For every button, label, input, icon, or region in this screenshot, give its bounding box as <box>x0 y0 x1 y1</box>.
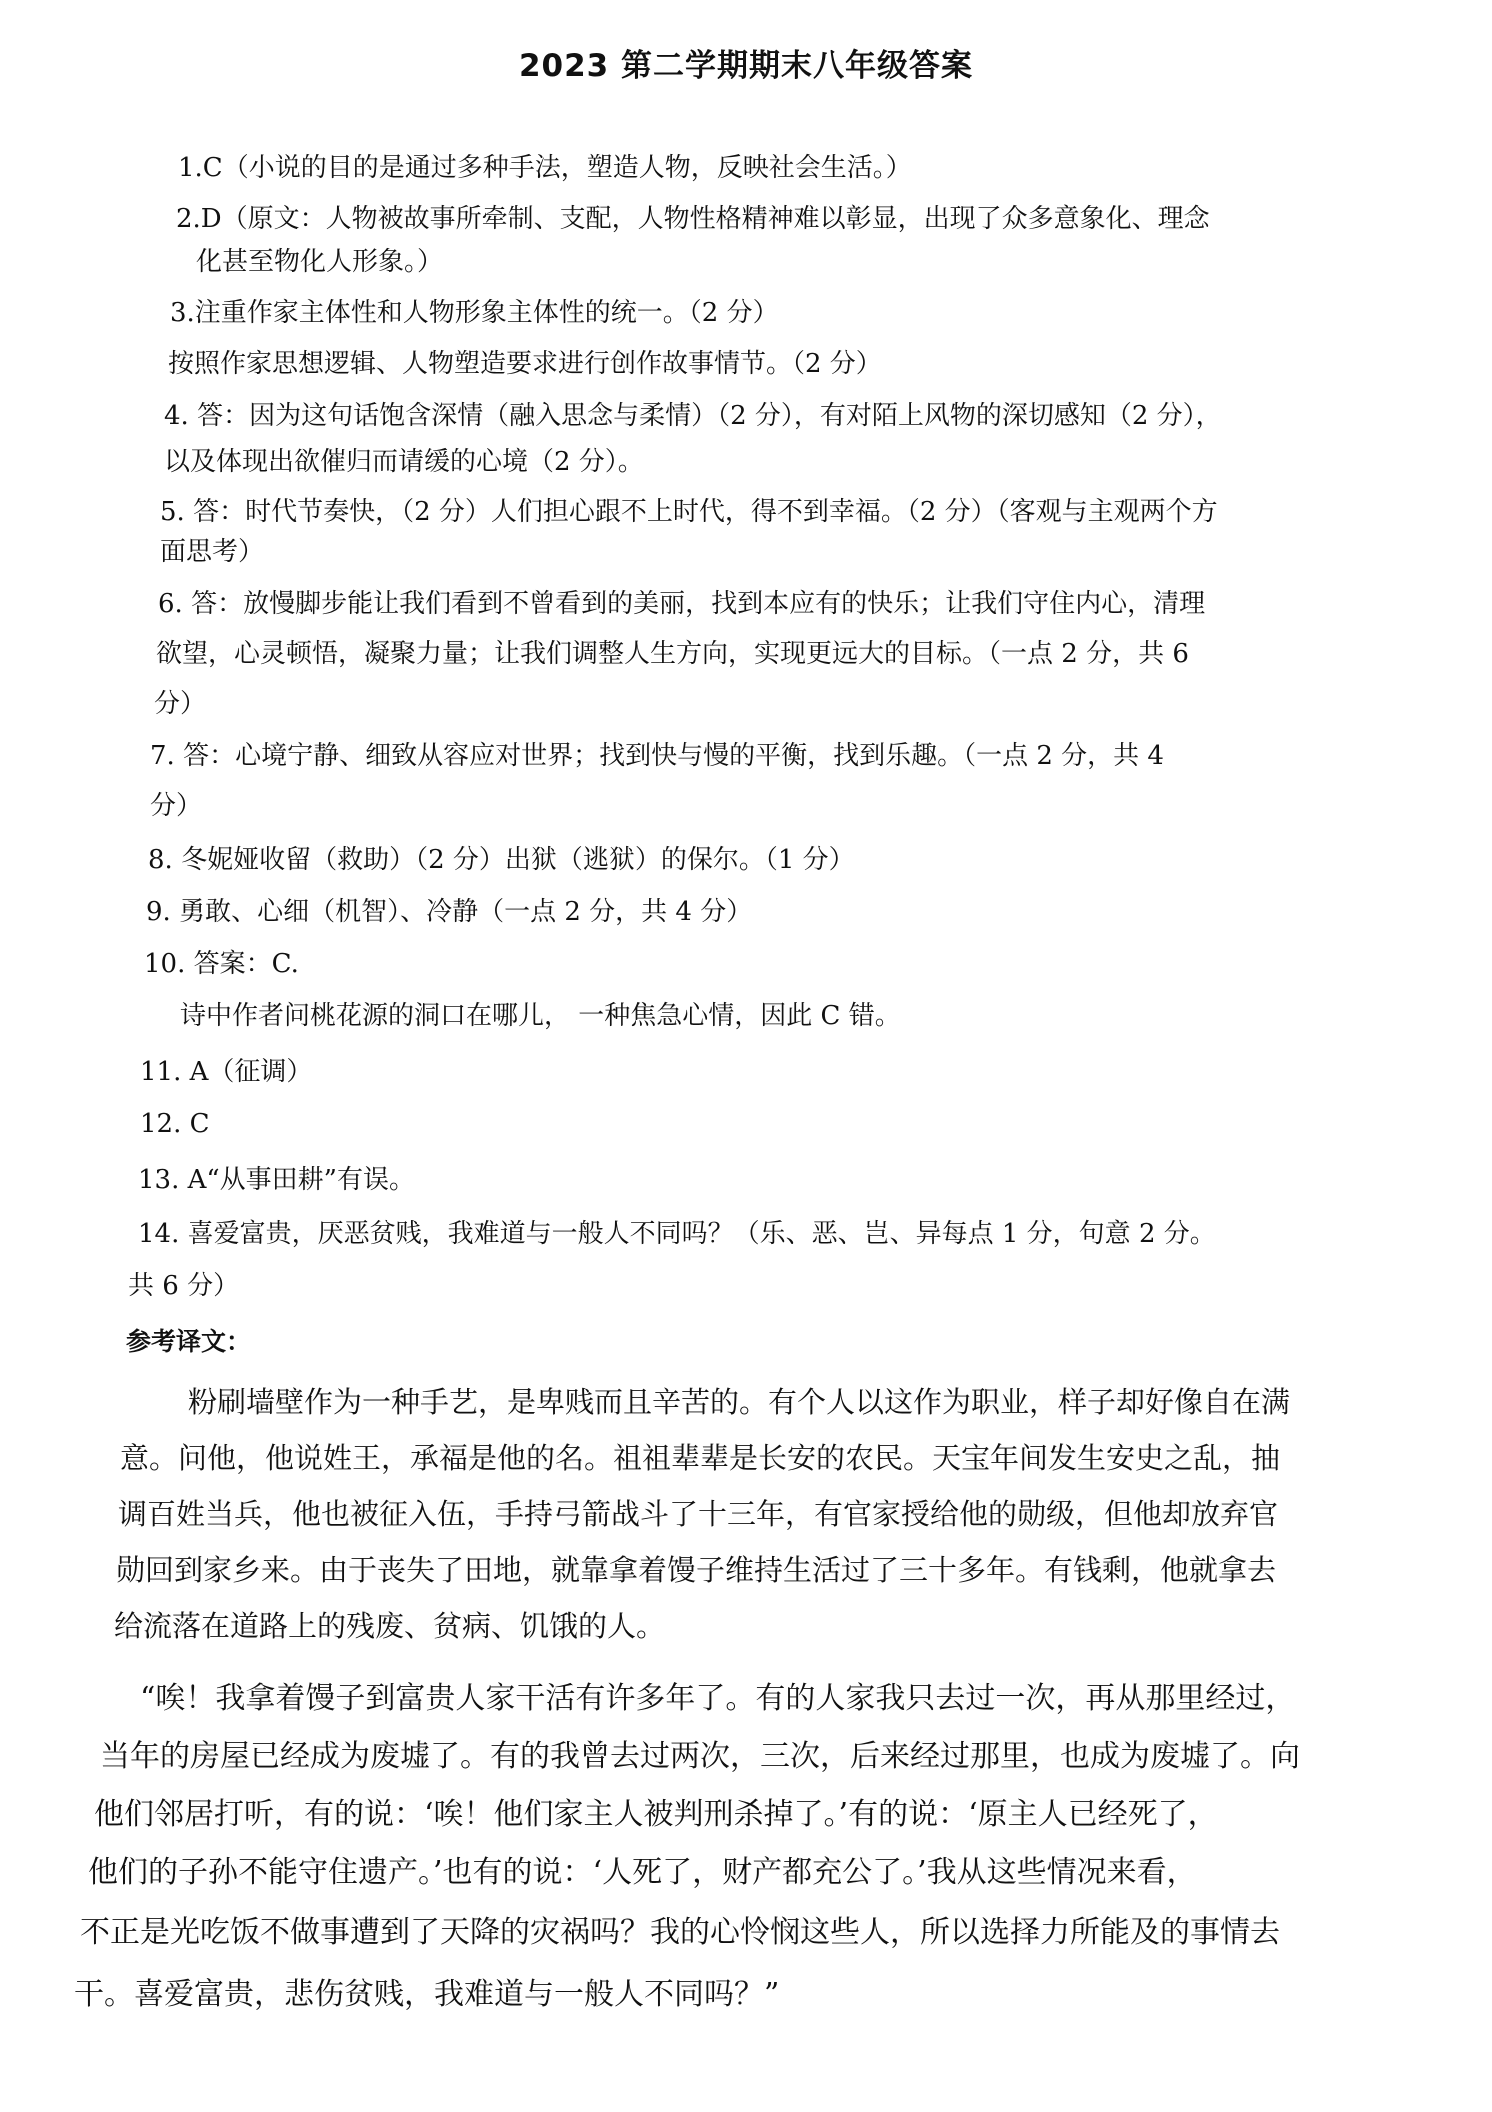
answer-line: 分） <box>150 791 203 821</box>
translation-line: 意。问他，他说姓王，承福是他的名。祖祖辈辈是长安的农民。天宝年间发生安史之乱，抽 <box>120 1441 1281 1475</box>
translation-line: 他们邻居打听，有的说：‘唉！他们家主人被判刑杀掉了。’有的说：‘原主人已经死了， <box>94 1797 1218 1832</box>
translation-line: 勋回到家乡来。由于丧失了田地，就靠拿着馒子维持生活过了三十多年。有钱剩，他就拿去 <box>116 1553 1277 1587</box>
answer-line: 11. A（征调） <box>140 1057 313 1087</box>
answer-line: 14. 喜爱富贵，厌恶贫贱，我难道与一般人不同吗？（乐、恶、岂、异每点 1 分，句意 2 分。 <box>138 1219 1216 1249</box>
answer-line: 化甚至物化人形象。） <box>196 247 444 277</box>
translation-line: 调百姓当兵，他也被征入伍，手持弓箭战斗了十三年，有官家授给他的勋级，但他却放弃官 <box>118 1497 1279 1531</box>
answer-line: 共 6 分） <box>128 1271 240 1301</box>
answer-line: 欲望，心灵顿悟，凝聚力量；让我们调整人生方向，实现更远大的目标。（一点 2 分，共 6 <box>156 639 1189 669</box>
translation-line: “唉！我拿着馒子到富贵人家干活有许多年了。有的人家我只去过一次，再从那里经过， <box>140 1681 1296 1716</box>
translation-line: 给流落在道路上的残废、贫病、饥饿的人。 <box>114 1609 666 1643</box>
translation-line: 不正是光吃饭不做事遭到了天降的灾祸吗？我的心怜悯这些人，所以选择力所能及的事情去 <box>80 1915 1280 1950</box>
answer-line: 2.D（原文：人物被故事所牵制、支配，人物性格精神难以彰显，出现了众多意象化、理念 <box>176 204 1210 234</box>
answer-line: 8. 冬妮娅收留（救助）（2 分）出狱（逃狱）的保尔。（1 分） <box>148 845 855 875</box>
answer-line: 5. 答：时代节奏快，（2 分）人们担心跟不上时代，得不到幸福。（2 分）（客观与主观两个方 <box>160 497 1218 527</box>
answer-line: 诗中作者问桃花源的洞口在哪儿， 一种焦急心情，因此 C 错。 <box>180 1001 901 1031</box>
page-title: 2023 第二学期期末八年级答案 <box>518 48 974 84</box>
answer-line: 面思考） <box>160 537 265 567</box>
translation-line: 他们的子孙不能守住遗产。’也有的说：‘人死了，财产都充公了。’我从这些情况来看， <box>88 1855 1197 1890</box>
answer-line: 10. 答案：C. <box>144 949 299 979</box>
translation-line: 当年的房屋已经成为废墟了。有的我曾去过两次，三次，后来经过那里，也成为废墟了。向 <box>100 1739 1300 1774</box>
answer-line: 4. 答：因为这句话饱含深情（融入思念与柔情）（2 分），有对陌上风物的深切感知（2 分）， <box>164 401 1222 431</box>
answer-line: 6. 答：放慢脚步能让我们看到不曾看到的美丽，找到本应有的快乐；让我们守住内心，清理 <box>158 589 1206 619</box>
answer-line: 13. A“从事田耕”有误。 <box>138 1165 415 1195</box>
translation-heading: 参考译文： <box>126 1327 252 1356</box>
translation-line: 粉刷墙壁作为一种手艺，是卑贱而且辛苦的。有个人以这作为职业，样子却好像自在满 <box>188 1385 1291 1419</box>
answer-line: 7. 答：心境宁静、细致从容应对世界；找到快与慢的平衡，找到乐趣。（一点 2 分，共 4 <box>150 741 1164 771</box>
answer-line: 分） <box>154 689 207 719</box>
answer-line: 3.注重作家主体性和人物形象主体性的统一。（2 分） <box>170 298 779 328</box>
answer-line: 9. 勇敢、心细（机智）、冷静（一点 2 分，共 4 分） <box>146 897 753 927</box>
answer-line: 1.C（小说的目的是通过多种手法，塑造人物，反映社会生活。） <box>178 153 912 183</box>
answer-line: 按照作家思想逻辑、人物塑造要求进行创作故事情节。（2 分） <box>168 349 882 379</box>
translation-line: 干。喜爱富贵，悲伤贫贱，我难道与一般人不同吗？” <box>74 1977 780 2012</box>
answer-line: 以及体现出欲催归而请缓的心境（2 分）。 <box>164 447 644 477</box>
answer-line: 12. C <box>140 1109 210 1139</box>
